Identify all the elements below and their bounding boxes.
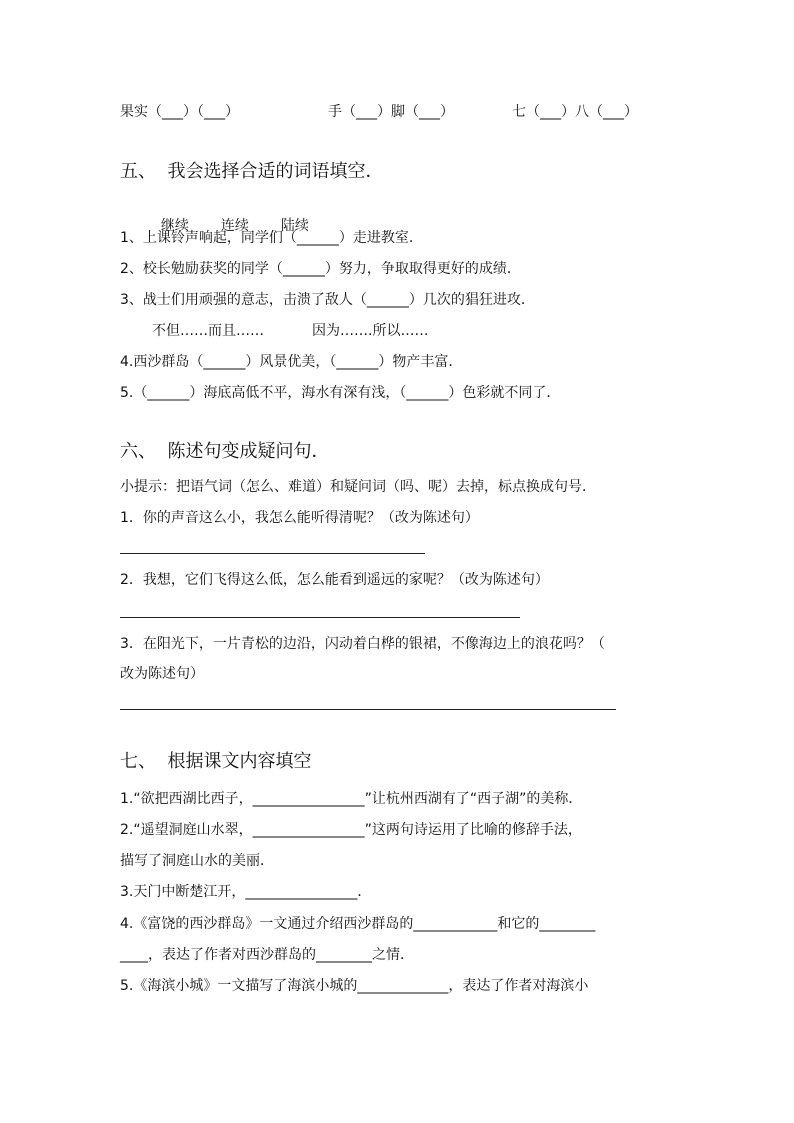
section-7-question-4-line-2: ____，表达了作者对西沙群岛的________之情．	[120, 947, 414, 963]
answer-line-3[interactable]	[120, 709, 616, 710]
section-5-question-3: 3、战士们用顽强的意志，击溃了敌人（______）几次的猖狂进攻．	[120, 292, 535, 308]
top-row-item-seven-eight: 七（___）八（___）	[512, 104, 638, 120]
section-6-hint: 小提示：把语气词（怎么、难道）和疑问词（吗、呢）去掉，标点换成句号．	[120, 479, 596, 495]
word-option-3: 陆续	[280, 218, 309, 234]
section-5-question-4: 4.西沙群岛（______）风景优美，（______）物产丰富．	[120, 354, 463, 370]
top-row-item-fruit: 果实（___）（___）	[120, 104, 239, 120]
answer-line-1[interactable]	[120, 553, 425, 554]
section-6-question-2: 2．我想，它们飞得这么低，怎么能看到遥远的家呢？（改为陈述句）	[120, 572, 549, 588]
section-7-question-2-line-1: 2.“遥望洞庭山水翠，________________”这两句诗运用了比喻的修辞手法，	[120, 822, 582, 838]
section-6-question-3-line-1: 3．在阳光下，一片青松的边沿，闪动着白桦的银裙，不像海边上的浪花吗？（	[120, 636, 605, 652]
word-option-2: 连续	[220, 218, 249, 234]
section-6-question-3-line-2: 改为陈述句）	[120, 666, 204, 682]
section-5-title: 五、 我会选择合适的词语填空．	[120, 161, 384, 182]
section-7-question-4-line-1: 4.《富饶的西沙群岛》一文通过介绍西沙群岛的____________和它的________	[120, 916, 596, 932]
section-7-question-5: 5.《海滨小城》一文描写了海滨小城的_____________，表达了作者对海滨小	[120, 978, 589, 994]
section-5-conjunction-2: 因为…….所以……	[312, 323, 429, 339]
section-5-question-2: 2、校长勉励获奖的同学（______）努力，争取取得更好的成绩．	[120, 261, 521, 277]
section-7-question-3: 3.天门中断楚江开，________________．	[120, 884, 372, 900]
section-7-question-1: 1.“欲把西湖比西子，________________”让杭州西湖有了“西子湖”的美称．	[120, 791, 583, 807]
section-7-question-2-line-2: 描写了洞庭山水的美丽．	[120, 853, 274, 869]
section-6-title: 六、 陈述句变成疑问句．	[120, 441, 330, 462]
top-row-item-hand-foot: 手（___）脚（___）	[328, 104, 454, 120]
section-7-title: 七、 根据课文内容填空	[120, 751, 312, 772]
section-5-question-5: 5.（______）海底高低不平，海水有深有浅，（______）色彩就不同了．	[120, 385, 561, 401]
section-6-question-1: 1．你的声音这么小，我怎么能听得清呢？（改为陈述句）	[120, 510, 479, 526]
section-5-conjunction-1: 不但……而且……	[152, 323, 264, 339]
word-option-1: 继续	[160, 218, 189, 234]
section-5-question-1: 1、上课铃声响起，同学们（______）走进教室．	[120, 230, 423, 246]
answer-line-2[interactable]	[120, 617, 520, 618]
